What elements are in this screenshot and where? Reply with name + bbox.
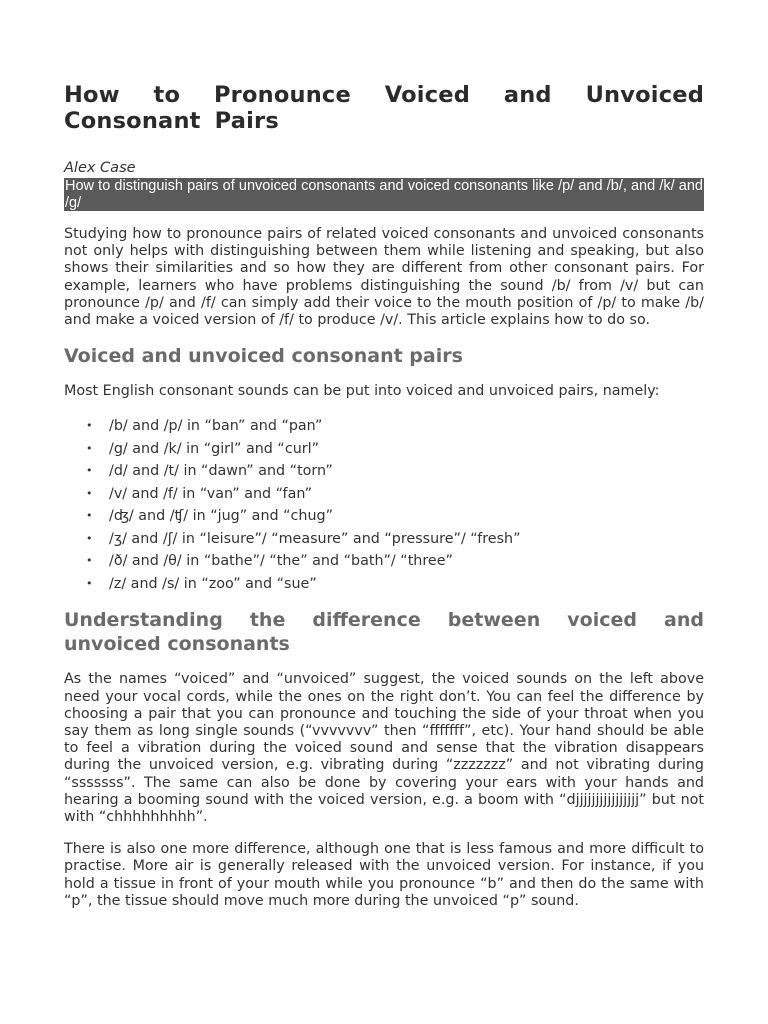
article-title: How to Pronounce Voiced and Unvoiced Consonant Pairs: [64, 82, 704, 134]
bullet-icon: •: [86, 531, 93, 545]
list-item: [64, 573, 704, 596]
list-item: [64, 415, 704, 438]
bullet-icon: •: [86, 419, 93, 433]
difference-paragraph-1: As the names “voiced” and “unvoiced” suggest, the voiced sounds on the left above need your vocal cords, while the ones on the right don’t. You can feel the difference by choosing a pair that you can pronounce and touching the side of your throat when you say them as long single sounds (“vvvvvvv” then “fffffff”, etc). Your hand should be able to feel a vibration during the voiced sound and sense that the vibration disappears during the unvoiced version, e.g. vibrating during “zzzzzzz” and not vibrating during “sssssss”. The same can also be done by covering your ears with your hands and hearing a booming sound with the voiced version, e.g. a boom with “djjjjjjjjjjjjjjjj” but not with “chhhhhhhhh”.: [64, 671, 704, 826]
list-item-text: /v/ and /f/ in “van” and “fan”: [109, 485, 313, 502]
section-heading-pairs: Voiced and unvoiced consonant pairs: [64, 345, 463, 368]
intro-paragraph: Studying how to pronounce pairs of related voiced consonants and unvoiced consonants not only helps with distinguishing between them while listening and speaking, but also shows their similarities and so how they are different from other consonant pairs. For example, learners who have problems distinguishing the sound /b/ from /v/ but can pronounce /p/ and /f/ can simply add their voice to the mouth position of /p/ to make /b/ and make a voiced version of /f/ to produce /v/. This article explains how to do so.: [64, 226, 704, 329]
consonant-pairs-list: [64, 415, 704, 595]
list-item-text: /z/ and /s/ in “zoo” and “sue”: [109, 575, 317, 592]
bullet-icon: •: [86, 464, 93, 478]
bullet-icon: •: [86, 486, 93, 500]
document-page: [64, 82, 704, 910]
bullet-icon: •: [86, 554, 93, 568]
list-item-text: /d/ and /t/ in “dawn” and “torn”: [109, 463, 333, 480]
author-name: Alex Case: [64, 160, 136, 176]
bullet-icon: •: [86, 441, 93, 455]
list-item-text: /ð/ and /θ/ in “bathe”/ “the” and “bath”/ “three”: [109, 553, 453, 570]
list-item: [64, 483, 704, 506]
pairs-lead-paragraph: Most English consonant sounds can be put into voiced and unvoiced pairs, namely:: [64, 383, 660, 400]
list-item-text: /ʒ/ and /ʃ/ in “leisure”/ “measure” and “pressure”/ “fresh”: [109, 530, 521, 547]
list-item-text: /ʤ/ and /ʧ/ in “jug” and “chug”: [109, 508, 333, 525]
list-item: [64, 438, 704, 461]
difference-paragraph-2: There is also one more difference, although one that is less famous and more difficult to practise. More air is generally released with the unvoiced version. For instance, if you hold a tissue in front of your mouth while you pronounce “b” and then do the same with “p”, the tissue should move much more during the unvoiced “p” sound.: [64, 841, 704, 909]
list-item: [64, 528, 704, 551]
article-summary: How to distinguish pairs of unvoiced consonants and voiced consonants like /p/ and /b/, and /k/ and /g/: [65, 178, 703, 211]
list-item: [64, 550, 704, 573]
bullet-icon: •: [86, 576, 93, 590]
section-heading-difference: Understanding the difference between voiced and unvoiced consonants: [64, 609, 704, 656]
bullet-icon: •: [86, 509, 93, 523]
list-item-text: /b/ and /p/ in “ban” and “pan”: [109, 418, 323, 435]
list-item: [64, 460, 704, 483]
list-item: [64, 505, 704, 528]
list-item-text: /g/ and /k/ in “girl” and “curl”: [109, 440, 320, 457]
